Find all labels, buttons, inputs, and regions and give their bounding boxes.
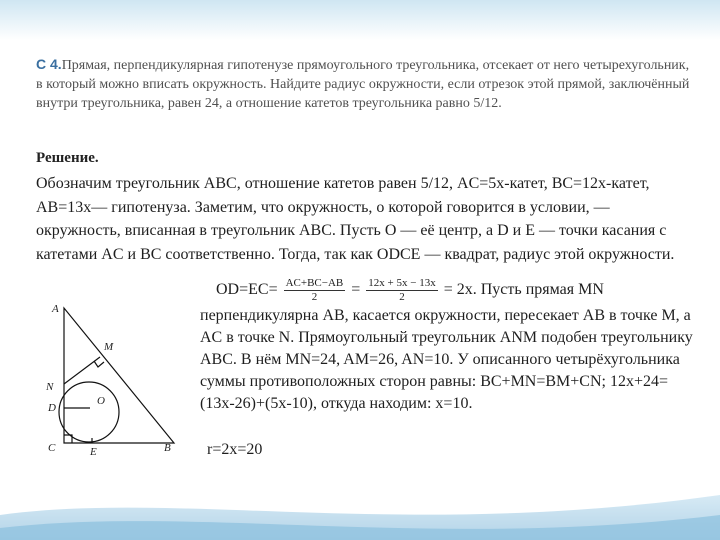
fraction-1-denominator: 2 xyxy=(311,291,318,303)
right-angle-mark-m xyxy=(94,361,104,367)
solution-paragraph: Обозначим треугольник ABC, отношение катетов равен 5/12, AC=5x-катет, BC=12x-катет, AB=13x— гипотенуза. Заметим, что окружность, о которой говорится в условии, — окружность, вписанная в треугольник ABC. Пусть O — её центр, а D и E — точки касания с катетами AC и BC соответственно. Тогда, так как ODCE — квадрат, радиус этой окружности. xyxy=(36,175,675,263)
label-m: M xyxy=(104,341,114,353)
problem-text: Прямая, перпендикулярная гипотенузе прямоугольного треугольника, отсекает от него четырехугольник, в который можно вписать окружность. Найдите радиус окружности, если отрезок этой прямой, заключённый внутри треугольника, равен 24, а отношение катетов треугольника равно 5/12. xyxy=(36,58,690,111)
label-a: A xyxy=(52,303,59,315)
problem-statement xyxy=(36,55,692,113)
formula-prefix: OD=EC= xyxy=(216,281,278,299)
label-o: O xyxy=(97,395,105,407)
solution-heading: Решение. xyxy=(36,150,99,166)
triangle-figure xyxy=(44,298,194,463)
formula-suffix: = 2x. Пусть прямая MN xyxy=(443,281,604,299)
bottom-wave-decoration xyxy=(0,470,720,540)
fraction-2-numerator: 12x + 5x − 13x xyxy=(368,277,436,289)
label-d: D xyxy=(48,402,56,414)
label-c: C xyxy=(48,442,56,454)
fraction-2-denominator: 2 xyxy=(399,291,405,303)
inscribed-circle xyxy=(59,382,119,442)
radius-formula xyxy=(216,277,604,304)
label-e: E xyxy=(90,446,97,458)
header-gradient xyxy=(0,0,720,40)
triangle-abc xyxy=(64,308,174,443)
formula-equals: = xyxy=(351,281,361,299)
fraction-1 xyxy=(284,277,346,304)
label-b: B xyxy=(164,442,171,454)
fraction-2 xyxy=(366,277,437,304)
fraction-1-numerator: AC+BC−AB xyxy=(285,277,344,289)
answer: r=2x=20 xyxy=(207,441,263,458)
solution-continuation: перпендикулярна AB, касается окружности, пересекает AB в точке M, а AC в точке N. Прямоугольный треугольник ANM подобен треугольнику ABC. В нём MN=24, AM=26, AN=10. У описанного четырёхугольника суммы противоположных сторон равны: BC+MN=BM+CN; 12x+24=(13x-26)+(5x-10), откуда находим: x=10. xyxy=(200,307,693,412)
problem-number: С 4. xyxy=(36,56,62,72)
label-n: N xyxy=(46,381,54,393)
